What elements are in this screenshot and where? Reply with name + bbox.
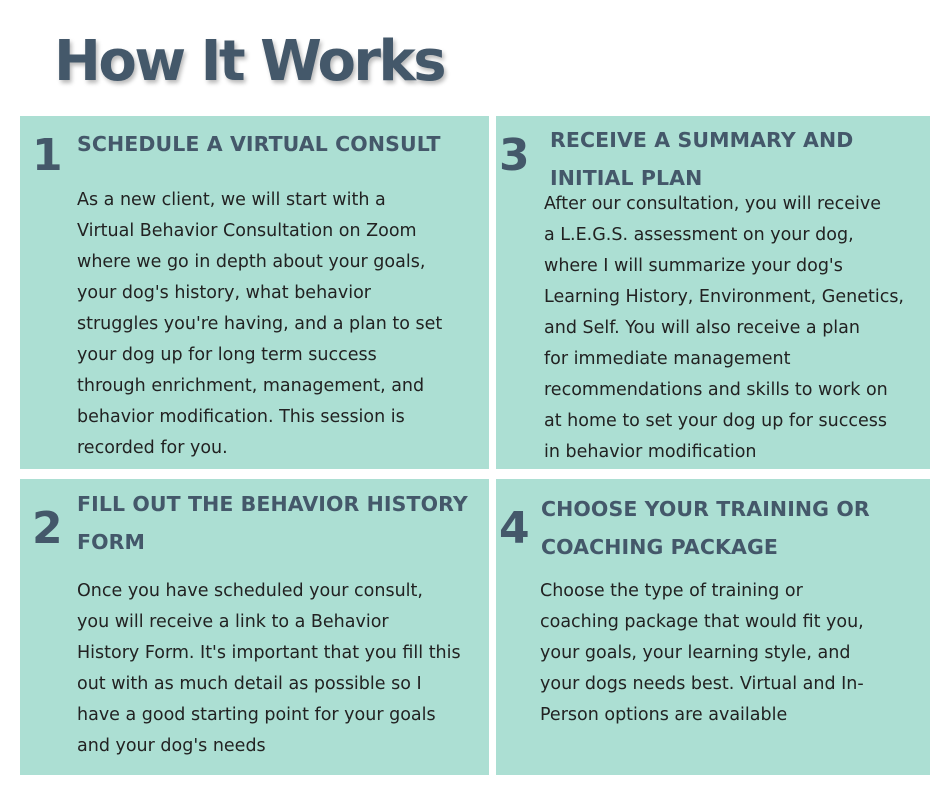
step-body-4: Choose the type of training or coaching package that would fit you, your goals, your learning style, and your dogs needs best. Virtual and In- Person options are available	[540, 581, 864, 725]
page-title: How It Works	[54, 29, 445, 94]
step-heading-3: RECEIVE A SUMMARY AND INITIAL PLAN	[550, 128, 854, 190]
step-number-2: 2	[32, 503, 63, 554]
step-number-3: 3	[499, 130, 530, 181]
step-number-1: 1	[32, 130, 63, 181]
step-heading-1: SCHEDULE A VIRTUAL CONSULT	[77, 132, 441, 156]
step-body-3: After our consultation, you will receive a L.E.G.S. assessment on your dog, where I will summarize your dog's Learning History, Environment, Genetics, and Self. You will also receive a plan for immediate management recommendations and skills to work on at home to set your dog up for success in behavior modification	[544, 194, 904, 462]
step-heading-4: CHOOSE YOUR TRAINING OR COACHING PACKAGE	[541, 497, 870, 559]
step-heading-2: FILL OUT THE BEHAVIOR HISTORY FORM	[77, 492, 468, 554]
step-body-1: As a new client, we will start with a Virtual Behavior Consultation on Zoom where we go in depth about your goals, your dog's history, what behavior struggles you're having, and a plan to set your dog up for long term success through enrichment, management, and behavior modification. This session is recorded for you.	[77, 190, 443, 458]
step-body-2: Once you have scheduled your consult, you will receive a link to a Behavior History Form. It's important that you fill this out with as much detail as possible so I have a good starting point for your goals and your dog's needs	[77, 581, 461, 756]
step-number-4: 4	[499, 503, 530, 554]
